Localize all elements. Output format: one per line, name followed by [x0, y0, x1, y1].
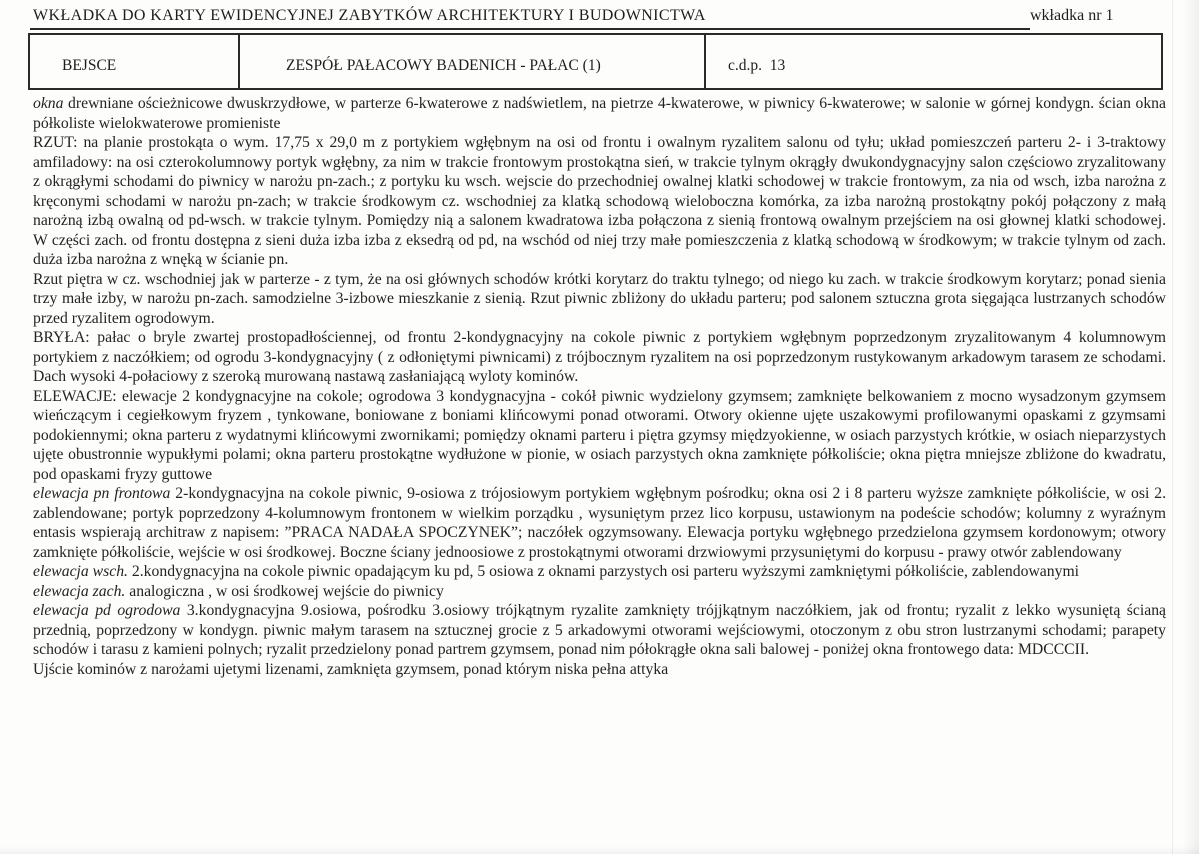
paragraph-text: Rzut piętra w cz. wschodniej jak w parterze - z tym, że na osi głównych schodów krótki korytarz do traktu tylnego; od niego ku zach. w trakcie środkowym korytarz; ponad sienia trzy małe izby, w narożu pn-zach. samodzielne 3-izbowe mieszkanie z sienią. Rzut piwnic zbliżony do układu parteru; pod salonem sztuczna grota sięgająca lustrzanych schodów przed ryzalitem ogrodowym. [33, 270, 1166, 327]
body-paragraph-elewacja-pd [33, 601, 1166, 660]
paragraph-lead: elewacja pd ogrodowa [33, 602, 181, 619]
paragraph-text: 2.kondygnacyjna na cokole piwnic opadającym ku pd, 5 osiowa z oknami parzystych osi parteru wyższymi zamkniętymi półkoliście, zablendowanymi [127, 563, 1080, 580]
body-paragraph-windows [33, 94, 1166, 133]
body-paragraph-elewacja-zach [33, 582, 1166, 602]
locality-cell: BEJSCE [30, 35, 240, 88]
header-underline [30, 28, 1030, 30]
body-paragraph-elewacje [33, 387, 1166, 485]
paragraph-text: BRYŁA: pałac o bryle zwartej prostopadłościennej, od frontu 2-kondygnacyjny na cokole piwnic z portykiem wgłębnym poprzedzonym zryzalitowanym 4 kolumnowym portykiem z naczółkiem; od ogrodu 3-kondygnacyjny ( z odłoniętymi piwnicami) z trójbocznym ryzalitem na osi poprzedzonym rustykowanym arkadowym tarasem ze schodami. Dach wysoki 4-połaciowy z szeroką murowaną nastawą zasłaniającą wyloty kominów. [33, 329, 1166, 385]
body-paragraph-elewacja-pn [33, 484, 1166, 562]
object-name-cell: ZESPÓŁ PAŁACOWY BADENICH - PAŁAC (1) [240, 35, 706, 88]
document-title: WKŁADKA DO KARTY EWIDENCYJNEJ ZABYTKÓW ARCHITEKTURY I BUDOWNICTWA [33, 7, 706, 24]
paragraph-text: Ujście kominów z narożami ujetymi lizenami, zamknięta gzymsem, ponad którym niska pełna attyka [33, 660, 669, 678]
identification-table [28, 33, 1163, 90]
paragraph-text: RZUT: na planie prostokąta o wym. 17,75 x 29,0 m z portykiem wgłębnym na osi od frontu i owalnym ryzalitem salonu od tyłu; układ pomieszczeń parteru 2- i 3-traktowy amfiladowy: na osi czterokolumnowy portyk wgłębny, za nim w trakcie frontowym prostokątna sień, w trakcie tylnym okrągły dwukondygnacyjny salon częściowo zryzalitowany z okrągłymi schodami do piwnicy w narożu pn-zach.; z portyku ku wsch. wejscie do przechodniej owalnej klatki schodowej w trakcie frontowym, za nia od wsch, izba narożna z kręconymi schodami w narożu pn-zach; w trakcie środkowym cz. wschodniej za klatką schodową wieloboczna komórka, za izba narożną prostokątny pokój połączony z małą narożną izbą owalną od pd-wsch. w trakcie tylnym. Pomiędzy nią a salonem kwadratowa izba połączona z sienią frontową owalnym przejściem na osi głownej klatki schodowej. W części zach. od frontu dostępna z sieni duża izba izba z eksedrą od pd, na wschód od niej trzy małe pomieszczenia z klatką schodową w środkowym; w trakcie tylnym od zach. duża izba narożna z wnęką w ścianie pn. [33, 134, 1166, 268]
insert-number-label: wkładka nr 1 [1030, 7, 1114, 24]
paragraph-text: 3.kondygnacyjna 9.osiowa, pośrodku 3.osiowy trójkątnym ryzalite zamknięty trójjkątnym naczółkiem, jak od frontu; ryzalit z lekko wysuniętą ścianą przednią, poprzedzony w kondygn. piwnic małym tarasem na sztucznej grocie z 5 arkadowymi otworami wejściowymi, otoczonym z obu stron lustrzanymi schodami; parapety schodów i tarasu z kamieni polnych; ryzalit przedzielony ponad partrem gzymsem, ponad nim półokrągłe okna sali balowej - poniżej okna frontowego data: MDCCCII. [33, 602, 1166, 658]
body-paragraph-elewacja-wsch [33, 562, 1166, 582]
body-paragraph-rzut [33, 133, 1166, 270]
paragraph-lead: elewacja wsch. [33, 563, 128, 580]
body-paragraph-kominy [33, 660, 1166, 680]
paragraph-lead: elewacja zach. [33, 582, 126, 600]
paragraph-text: analogiczna , w osi środkowej wejście do piwnicy [125, 582, 444, 600]
paragraph-text: ELEWACJE: elewacje 2 kondygnacyjne na cokole; ogrodowa 3 kondygnacyjna - cokół piwnic wydzielony gzymsem; zamknięte belkowaniem z mocno wysadzonym gzymsem wieńczącym i cegiełkowym fryzem , tynkowane, boniowane z boniami klińcowymi ponad otworami. Otwory okienne ujęte uszakowymi profilowanymi opaskami z gzymsami podokiennymi; okna parteru z wydatnymi klińcowymi zwornikami; pomiędzy oknami parteru i piętra gzymsy międzyokienne, w osiach parzystych krótkie, w osiach nieparzystych ujęte obustronnie wypukłymi polami; okna parteru prostokątne wydłużone w pionie, w osiach parzystych okna zamknięte półkoliście; okna piętra mniejsze zbliżone do kwadratu, pod opaskami fryzy guttowe [33, 387, 1166, 483]
scan-artifact-line [1172, 0, 1173, 854]
body-paragraph-bryla [33, 328, 1166, 387]
continuation-page-cell: c.d.p. 13 [728, 57, 786, 74]
scan-edge-shadow-bottom [0, 846, 1199, 854]
body-paragraph-rzut-pietra [33, 270, 1166, 329]
paragraph-lead: elewacja pn frontowa [33, 485, 171, 502]
paragraph-lead: okna [33, 95, 64, 112]
paragraph-text: drewniane ościeżnicowe dwuskrzydłowe, w parterze 6-kwaterowe z nadświetlem, na pietrze 4-kwaterowe, w piwnicy 6-kwaterowe; w salonie w górnej kondygn. ścian okna półkoliste wielokwaterowe promieniste [33, 95, 1166, 132]
description-body [33, 94, 1166, 679]
paragraph-text: 2-kondygnacyjna na cokole piwnic, 9-osiowa z trójosiowym portykiem wgłębnym pośrodku; okna osi 2 i 8 parteru wyższe zamknięte półkoliście, w osi 2. zablendowane; portyk poprzedzony 4-kolumnowym frontonem w wielkim porządku , wysuniętym przez lico korpusu, ustawionym na podeście schodów; kolumny z wyraźnym entasis wspierają architraw z napisem: ”PRACA NADAŁA SPOCZYNEK”; naczółek ogzymsowany. Elewacja portyku wgłębnego przedzielona gzymsem kordonowym; otwory zamknięte półkoliście, wejście w osi środkowej. Boczne ściany jednoosiowe z prostokątnymi otworami drzwiowymi przysuniętymi do korpusu - prawy otwór zablendowany [33, 485, 1166, 561]
scan-edge-shadow-right [1183, 0, 1199, 854]
